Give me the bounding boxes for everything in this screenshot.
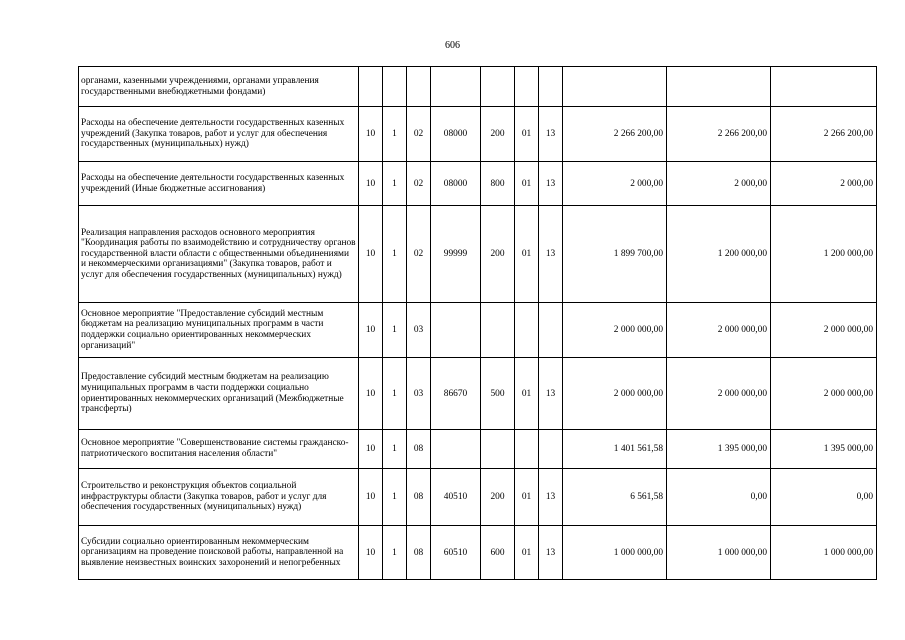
row-code-3: 08 bbox=[407, 469, 431, 526]
row-code-6 bbox=[515, 303, 539, 358]
row-code-7: 13 bbox=[539, 526, 563, 580]
row-code-7: 13 bbox=[539, 206, 563, 303]
row-code-3: 03 bbox=[407, 358, 431, 430]
row-code-5 bbox=[481, 303, 515, 358]
row-amount-1: 1 000 000,00 bbox=[563, 526, 667, 580]
table-row bbox=[79, 162, 877, 206]
row-code-2: 1 bbox=[383, 430, 407, 469]
table-row bbox=[79, 107, 877, 162]
row-code-3: 02 bbox=[407, 206, 431, 303]
row-code-5: 500 bbox=[481, 358, 515, 430]
row-code-1: 10 bbox=[359, 430, 383, 469]
row-code-2: 1 bbox=[383, 303, 407, 358]
table-row bbox=[79, 430, 877, 469]
row-code-5: 200 bbox=[481, 206, 515, 303]
row-code-5: 800 bbox=[481, 162, 515, 206]
row-amount-3 bbox=[771, 67, 877, 107]
row-amount-2: 1 000 000,00 bbox=[667, 526, 771, 580]
row-code-3 bbox=[407, 67, 431, 107]
row-code-4 bbox=[431, 303, 481, 358]
row-code-2: 1 bbox=[383, 162, 407, 206]
row-code-6 bbox=[515, 67, 539, 107]
row-code-1: 10 bbox=[359, 303, 383, 358]
row-amount-1: 1 899 700,00 bbox=[563, 206, 667, 303]
table-row bbox=[79, 526, 877, 580]
row-amount-1: 2 000,00 bbox=[563, 162, 667, 206]
row-code-7: 13 bbox=[539, 107, 563, 162]
row-amount-2: 2 266 200,00 bbox=[667, 107, 771, 162]
row-code-3: 02 bbox=[407, 162, 431, 206]
row-code-1: 10 bbox=[359, 206, 383, 303]
row-code-6: 01 bbox=[515, 206, 539, 303]
row-amount-2: 0,00 bbox=[667, 469, 771, 526]
row-amount-1: 6 561,58 bbox=[563, 469, 667, 526]
row-code-4: 08000 bbox=[431, 162, 481, 206]
page-number: 606 bbox=[445, 40, 460, 51]
row-description: Субсидии социально ориентированным некоммерческим организациям на проведение поисковой работы, направленной на выявление неизвестных воинских захоронений и непогребенных bbox=[79, 526, 359, 580]
row-code-2 bbox=[383, 67, 407, 107]
row-code-7: 13 bbox=[539, 162, 563, 206]
table-row bbox=[79, 358, 877, 430]
row-code-4 bbox=[431, 67, 481, 107]
row-amount-1: 2 000 000,00 bbox=[563, 303, 667, 358]
row-code-6: 01 bbox=[515, 107, 539, 162]
row-amount-3: 1 200 000,00 bbox=[771, 206, 877, 303]
row-description: Расходы на обеспечение деятельности государственных казенных учреждений (Иные бюджетные ассигнования) bbox=[79, 162, 359, 206]
row-code-7: 13 bbox=[539, 469, 563, 526]
row-code-4: 86670 bbox=[431, 358, 481, 430]
row-code-2: 1 bbox=[383, 526, 407, 580]
row-amount-3: 2 000,00 bbox=[771, 162, 877, 206]
row-code-5: 600 bbox=[481, 526, 515, 580]
row-amount-3: 0,00 bbox=[771, 469, 877, 526]
row-amount-3: 2 266 200,00 bbox=[771, 107, 877, 162]
row-amount-3: 1 000 000,00 bbox=[771, 526, 877, 580]
row-amount-1: 2 000 000,00 bbox=[563, 358, 667, 430]
row-code-6 bbox=[515, 430, 539, 469]
table-row bbox=[79, 469, 877, 526]
row-amount-3: 2 000 000,00 bbox=[771, 358, 877, 430]
row-code-5: 200 bbox=[481, 469, 515, 526]
row-code-5: 200 bbox=[481, 107, 515, 162]
row-code-3: 08 bbox=[407, 526, 431, 580]
row-code-6: 01 bbox=[515, 526, 539, 580]
row-code-3: 08 bbox=[407, 430, 431, 469]
row-code-7 bbox=[539, 67, 563, 107]
table-row bbox=[79, 206, 877, 303]
row-amount-2 bbox=[667, 67, 771, 107]
row-description: Основное мероприятие "Предоставление субсидий местным бюджетам на реализацию муниципальных программ в части поддержки социально ориентированных некоммерческих организаций" bbox=[79, 303, 359, 358]
row-description: Основное мероприятие "Совершенствование системы гражданско-патриотического воспитания населения области" bbox=[79, 430, 359, 469]
row-amount-2: 1 200 000,00 bbox=[667, 206, 771, 303]
row-code-3: 02 bbox=[407, 107, 431, 162]
row-code-4: 60510 bbox=[431, 526, 481, 580]
row-code-6: 01 bbox=[515, 358, 539, 430]
row-code-2: 1 bbox=[383, 469, 407, 526]
row-code-1 bbox=[359, 67, 383, 107]
row-description: органами, казенными учреждениями, органами управления государственными внебюджетными фондами) bbox=[79, 67, 359, 107]
row-code-2: 1 bbox=[383, 206, 407, 303]
row-code-4: 40510 bbox=[431, 469, 481, 526]
table-row bbox=[79, 303, 877, 358]
row-code-5 bbox=[481, 67, 515, 107]
row-code-1: 10 bbox=[359, 162, 383, 206]
row-description: Строительство и реконструкция объектов социальной инфраструктуры области (Закупка товаров, работ и услуг для обеспечения государственных (муниципальных) нужд) bbox=[79, 469, 359, 526]
row-code-7: 13 bbox=[539, 358, 563, 430]
row-code-7 bbox=[539, 303, 563, 358]
row-amount-1: 2 266 200,00 bbox=[563, 107, 667, 162]
row-code-6: 01 bbox=[515, 162, 539, 206]
row-description: Предоставление субсидий местным бюджетам на реализацию муниципальных программ в части поддержки социально ориентированных некоммерческих организаций (Межбюджетные трансферты) bbox=[79, 358, 359, 430]
row-code-1: 10 bbox=[359, 107, 383, 162]
table-row bbox=[79, 67, 877, 107]
row-amount-2: 2 000 000,00 bbox=[667, 358, 771, 430]
row-amount-2: 2 000,00 bbox=[667, 162, 771, 206]
row-code-7 bbox=[539, 430, 563, 469]
row-code-1: 10 bbox=[359, 358, 383, 430]
row-code-1: 10 bbox=[359, 469, 383, 526]
row-amount-3: 1 395 000,00 bbox=[771, 430, 877, 469]
row-code-6: 01 bbox=[515, 469, 539, 526]
row-code-5 bbox=[481, 430, 515, 469]
row-code-2: 1 bbox=[383, 358, 407, 430]
row-amount-2: 2 000 000,00 bbox=[667, 303, 771, 358]
row-code-4 bbox=[431, 430, 481, 469]
row-code-2: 1 bbox=[383, 107, 407, 162]
row-code-1: 10 bbox=[359, 526, 383, 580]
row-amount-2: 1 395 000,00 bbox=[667, 430, 771, 469]
row-code-4: 99999 bbox=[431, 206, 481, 303]
budget-table bbox=[78, 66, 877, 580]
row-amount-1 bbox=[563, 67, 667, 107]
row-amount-1: 1 401 561,58 bbox=[563, 430, 667, 469]
row-description: Расходы на обеспечение деятельности государственных казенных учреждений (Закупка товаров, работ и услуг для обеспечения государственных (муниципальных) нужд) bbox=[79, 107, 359, 162]
row-amount-3: 2 000 000,00 bbox=[771, 303, 877, 358]
budget-table-body bbox=[79, 67, 877, 580]
row-code-4: 08000 bbox=[431, 107, 481, 162]
row-description: Реализация направления расходов основного мероприятия "Координация работы по взаимодействию и сотрудничеству органов государственной власти области с общественными объединениями и некоммерческими организациями" (Закупка товаров, работ и услуг для обеспечения государственных (муниципальных) нужд) bbox=[79, 206, 359, 303]
row-code-3: 03 bbox=[407, 303, 431, 358]
